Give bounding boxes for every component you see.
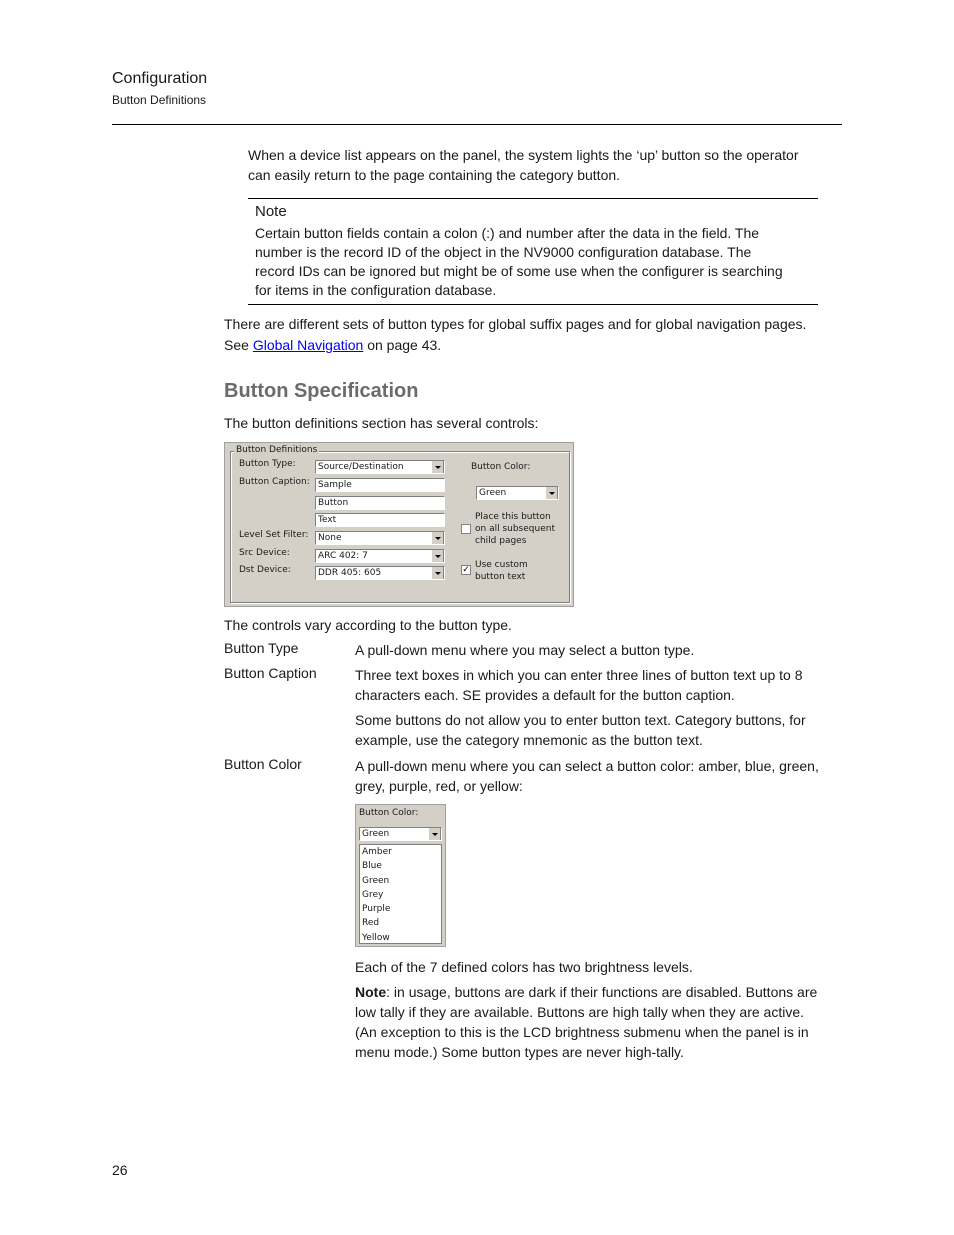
term-button-type: Button Type [224, 640, 299, 656]
controls-vary-text: The controls vary according to the button type. [224, 617, 512, 633]
src-device-select[interactable]: ARC 402: 7 [315, 549, 445, 563]
chevron-down-icon [431, 532, 444, 544]
desc-button-caption: Three text boxes in which you can enter three lines of button text up to 8 characters each. SE provides a default for the button caption. Some buttons do not allow you to enter button text. Category buttons, for example, use the category mnemonic as the button text. [355, 667, 806, 748]
use-custom-text-label: Use custom button text [475, 560, 528, 582]
section-heading: Button Specification [224, 380, 419, 402]
usage-note-paragraph: Note: in usage, buttons are dark if their functions are disabled. Buttons are low tally if they are available. Buttons are high tally when they are active. (An exception to this is the LCD brightness submenu when the panel is in menu mode.) Some button types are never high-tally. [355, 984, 818, 1060]
page-number: 26 [112, 1162, 128, 1178]
button-color-label: Button Color: [471, 462, 531, 472]
chevron-down-icon [431, 567, 444, 579]
place-on-child-pages-checkbox[interactable] [461, 524, 471, 534]
color-option[interactable]: Yellow [362, 932, 390, 943]
desc-button-color: A pull-down menu where you can select a button color: amber, blue, green, grey, purple, red, or yellow: [355, 758, 819, 794]
button-color-select[interactable]: Green [476, 486, 559, 500]
src-device-label: Src Device: [239, 548, 290, 558]
color-option[interactable]: Red [362, 918, 380, 929]
dst-device-label: Dst Device: [239, 565, 291, 575]
note-box [248, 198, 818, 305]
global-navigation-link[interactable]: Global Navigation [252, 337, 364, 353]
color-option[interactable]: Blue [362, 861, 382, 872]
button-color-dropdown-screenshot [355, 804, 446, 947]
caption-line1-input[interactable]: Sample [315, 478, 445, 492]
color-popup-select[interactable]: Green [359, 827, 442, 841]
desc-button-type: A pull-down menu where you may select a button type. [355, 642, 695, 658]
note-title: Note [255, 203, 287, 220]
place-on-child-pages-label: Place this button on all subsequent child pages [475, 512, 555, 546]
button-caption-label: Button Caption: [239, 477, 310, 487]
button-type-select[interactable]: Source/Destination [315, 460, 445, 474]
color-option[interactable]: Amber [362, 847, 392, 857]
level-set-filter-select[interactable]: None [315, 531, 445, 545]
caption-line2-input[interactable]: Button [315, 496, 445, 510]
chevron-down-icon [428, 828, 441, 840]
button-definitions-dialog [224, 442, 574, 607]
color-option[interactable]: Purple [362, 904, 391, 915]
note-body: Certain button fields contain a colon (:) and number after the data in the field. The number is the record ID of the object in the NV9000 configuration database. The record IDs can be ignored but might be of some use when the configurer is searching for items in the configuration database. [255, 225, 783, 298]
dst-device-select[interactable]: DDR 405: 605 [315, 566, 445, 580]
button-type-label: Button Type: [239, 459, 296, 469]
color-option[interactable]: Grey [362, 889, 384, 900]
chevron-down-icon [431, 461, 444, 473]
term-button-caption: Button Caption [224, 665, 317, 681]
term-button-color: Button Color [224, 756, 302, 772]
color-popup-label: Button Color: [359, 808, 419, 818]
brightness-text: Each of the 7 defined colors has two brightness levels. [355, 959, 693, 975]
header-divider [112, 124, 842, 125]
running-header-title: Configuration [112, 70, 208, 87]
global-pages-paragraph: There are different sets of button types for global suffix pages and for global navigation pages. See Global Navigation on page 43. [224, 316, 807, 353]
use-custom-text-checkbox[interactable]: ✓ [462, 565, 470, 575]
group-title: Button Definitions [236, 445, 318, 455]
section-lead: The button definitions section has several controls: [224, 415, 539, 431]
level-set-filter-label: Level Set Filter: [239, 530, 309, 540]
chevron-down-icon [545, 487, 558, 499]
caption-line3-input[interactable]: Text [315, 513, 445, 527]
chevron-down-icon [431, 550, 444, 562]
color-options-list [359, 844, 442, 944]
color-option[interactable]: Green [362, 875, 390, 886]
button-definitions-group [230, 445, 570, 603]
running-header-subtitle: Button Definitions [112, 93, 207, 107]
intro-paragraph: When a device list appears on the panel, the system lights the ‘up’ button so the operator can easily return to the page containing the category button. [248, 147, 799, 183]
